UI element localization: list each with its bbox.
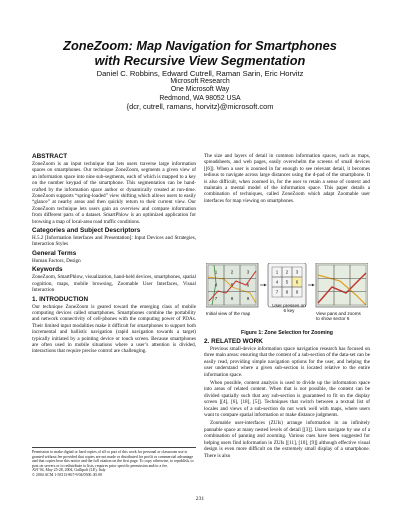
keywords-text: ZoneZoom, SmartPhlow, visualization, hand-held devices, smartphones, spatial cognition, maps, mobile browsing, Zoomable User Interfaces, Visual Interaction [32,274,196,294]
page-number: 231 [195,496,205,502]
keypad-grid [272,267,302,297]
permission-notice [32,447,196,477]
general-terms-text: Human Factors, Design [32,257,81,264]
zone-number-9: 9 [295,289,299,295]
figure-label-zoom [316,311,372,321]
author-emails: {dcr, cutrell, ramans, horvitz}@microsoft.com [126,101,274,111]
zone-number-8: 8 [285,289,289,295]
intro-continued-text: The size and layers of detail in common information spaces, such as maps, spreadsheets, and web pages, easily overwhelm the screens of small devices [[6]]. When a user is zoomed in far enough to see relevant detail, it becomes tedious to navigate across large distances using the d-pad of the smartphone. It is also difficult, when zoomed in, for the user to retain a sense of context and maintain a mental model of the information space. This paper details a combination of techniques, called ZoneZoom which adapt Zoomable user interfaces for map viewing on smartphones. [204,153,370,204]
categories-heading: Categories and Subject Descriptors [32,227,141,235]
zone-number-6: 6 [295,279,299,285]
permission-copyright: © 2004 ACM 1-58113-867-9/04/0500..$5.00 [32,472,103,477]
figure-1-caption: Figure 1: Zone Selection for Zooming [241,330,333,336]
related-work-p1: Previous small-device information space navigation research has focused on three main areas: ensuring that the content of a sub-section of the data-set can be easily read, providing simple navigation options for the user, and helping the user understand where a given sub-section is located relative to the entire information space. [204,346,370,378]
zone-number-7: 7 [214,295,218,301]
related-work-p3: Zoomable user-interfaces (ZUIs) arrange information in an infinitely pannable space at many nested levels of detail [[3]]. Users navigate by use of a combination of panning and zooming. Various cues have been suggested for helping users find information in ZUIs [[11], [10], [9]] although effective visual design is even more difficult on the extremely small display of a smartphone. There is also [204,420,370,459]
zone-number-6: 6 [246,282,250,288]
related-work-heading: 2. RELATED WORK [204,338,263,345]
paper-title-line-2: with Recursive View Segmentation [94,53,306,68]
introduction-text: Our technique ZoneZoom is geared toward the emerging class of mobile computing devices called smartphones. Smartphones combine the portability and network connectivity of cell-phones with the computing power of PDAs. Their limited input modalities make it difficult for smartphones to support both incremental and ballistic navigation (rapid navigation towards a target) typically initiated by a pointing device or touch screen. Because smartphones are often used in mobile situations where a user’s attention is divided, interactions that require precise control are challenging. [32,303,196,355]
keywords-heading: Keywords [32,266,63,274]
categories-text: H.5.2 [Information Interfaces and Presentation]: Input Devices and Strategies, Interaction Styles [32,235,196,248]
zone-grid-left [208,265,256,305]
zone-number-4: 4 [214,282,218,288]
affiliation-city: Redmond, WA 98052 USA [159,94,241,102]
zone-number-3: 3 [295,269,299,275]
initial-map-panel [206,263,258,307]
zone-number-9: 9 [246,295,250,301]
permission-text: Permission to make digital or hard copies of all or part of this work for personal or classroom use is granted without fee provided that copies are not made or distributed for profit or commercial advantage and that copies bear this notice and the full citation on the first page. To copy otherwise, to republish, to post on servers or to redistribute to lists, requires prior specific permission and/or a fee. [32,450,194,468]
zone-number-1: 1 [275,269,279,275]
abstract-text: ZoneZoom is an input technique that lets users traverse large information spaces on smartphones. Our technique ZoneZoom, segments a given view of an information space into nine sub-segments, each of which is mapped to a key on the number keypad of the smartphone. This segmentation can be hand-crafted by the information space author or dynamically created at run-time. ZoneZoom supports “spring-loaded” view shifting which allows users to easily “glance” at nearby areas and then quickly return to their current view. Our ZoneZoom technique lets users gain an overview and compare information from different parts of a dataset. SmartPhlow is an optimized application for browsing a map of local-area road traffic conditions. [32,161,196,225]
keypad-panel [268,263,306,307]
affiliation-street: One Microsoft Way [170,86,230,94]
zone-number-2: 2 [230,269,234,275]
zone-number-7: 7 [275,289,279,295]
author-names: Daniel C. Robbins, Edward Cutrell, Raman Sarin, Eric Horvitz [96,69,304,78]
zone-number-8: 8 [230,295,234,301]
zoomed-map-panel [316,263,368,307]
permission-venue: AVI’04, May 25-28, 2004, Gallipoli (LE), Italy [32,468,106,473]
left-column [32,153,196,357]
abstract-heading: ABSTRACT [32,153,68,160]
figure-1 [206,263,368,329]
figure-label-zoom-line1: View pans and zooms [316,311,361,316]
general-terms-heading: General Terms [32,249,77,257]
zone-number-3: 3 [246,269,250,275]
paper-title-line-1: ZoneZoom: Map Navigation for Smartphones [63,38,337,53]
figure-label-user-press-line2: 6 key [283,308,295,314]
figure-label-zoom-line2: to show sector 6 [316,316,350,322]
related-work-p2: When possible, content analysis is used to divide up the information space into areas of related content. When that is not possible, the content can be divided spatially such that any sub-section is guaranteed to fit on the display screen [[4], [6], [18], [5]]. Techniques that switch between a textual list of locales and views of a sub-section do not work well with maps, where users want to compare spatial information or make distance judgments. [204,380,370,419]
figure-label-user-press [268,303,310,313]
zone-number-5: 5 [230,282,234,288]
related-work-section [204,338,370,461]
zone-number-2: 2 [285,269,289,275]
introduction-heading: 1. INTRODUCTION [32,295,89,303]
figure-label-user-press-line1: User presses on [272,303,306,308]
right-column-top [204,153,370,206]
author-block [20,70,380,111]
zone-number-4: 4 [275,279,279,285]
affiliation-org: Microsoft Research [170,78,230,86]
zone-number-1: 1 [214,269,218,275]
figure-label-initial: Initial view of the map [206,311,251,316]
zone-number-5: 5 [285,279,289,285]
